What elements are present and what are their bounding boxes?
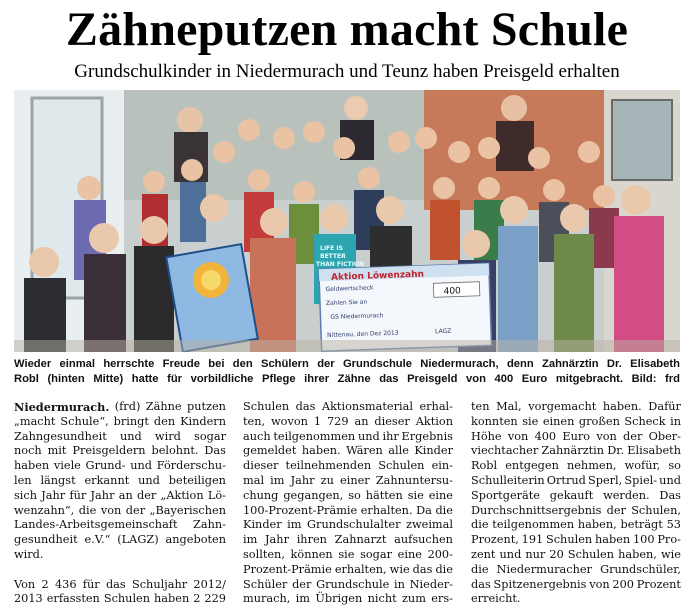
article-line: noch mit Preisgeldern belohnt. Das [14,444,226,458]
article-line: sich Jahr für Jahr an der „Aktion Lö- [14,488,226,502]
caption-word: Mitte) [93,373,124,385]
article-line: konnten sie einen großen Scheck in [471,414,681,428]
article-line: auch teilgenommen und ihr Ergebnis [243,429,453,443]
headline: Zähneputzen macht Schule [65,3,629,56]
article-line: Von 2 436 für das Schuljahr 2012/ [14,577,226,591]
caption-word: herrschte [103,358,155,370]
caption-word: Euro [521,373,548,385]
article-line: wird. [14,547,44,561]
article-line: ten Mal, vorgemacht haben. Dafür [471,400,681,413]
caption-word: Bild: [631,373,657,385]
caption-word: (hinten [47,373,85,385]
caption-word: ihrer [304,373,330,385]
dateline: Niedermurach. [14,400,110,414]
subheadline: Grundschulkinder in Niedermurach und Teunz haben Preisgeld erhalten [74,61,620,82]
caption-word: der [317,358,335,370]
article-line: Kinder im Grundschulalter zweimal [243,518,453,532]
caption-line-2 [14,372,680,387]
cheque-line-3: GS Niedermurach [330,312,384,321]
article-line: erreicht. [471,592,521,606]
article-line: Zahngesundheit und wird sogar [14,429,226,443]
article-line: zent und nur 20 Schulen haben, wie [471,547,681,561]
article-line: „macht Schule“, bringt den Kindern [14,414,226,428]
photo-caption [14,357,680,387]
article-line: Niedermurach. (frd) Zähne putzen [14,400,226,414]
caption-word: Zähne [337,373,371,385]
article-line: gemeldet haben. Wären alle Kinder [243,444,453,458]
article-line: Schüler der Grundschule in Nieder- [243,577,453,591]
article-line: das Spitzenergebnis von 200 Prozent [471,577,681,591]
article-line: die teilgenommen haben, beträgt 53 [471,518,681,532]
caption-word: Zahnärztin [542,358,599,370]
article-column-1 [14,400,226,607]
article-column-2 [243,400,453,607]
article-line: Schulleiterin Ortrud Sperl, Spiel- und [471,473,681,487]
caption-word: Niedermurach, [420,358,499,370]
article-line: Prozent, 191 Schulen haben 100 Pro- [471,533,681,547]
caption-word: bei [208,358,225,370]
article-line: Prozent-Prämie erhalten, wie das die [243,562,453,576]
article-line: 2013 erfassten Schulen haben 2 229 [14,592,226,606]
caption-word: vorbildliche [190,373,254,385]
caption-word: hatte [131,373,159,385]
shirt-text-3: THAN FICTION [316,261,365,268]
caption-word: für [167,373,183,385]
cheque-banner: Aktion Löwenzahn [330,269,425,283]
article-line: Robl entgegen nehmen, wofür, so [471,459,681,473]
article-line: 100-Prozent-Prämie erhalten. Da die [243,503,453,517]
article-line: die Niedermuracher Grundschüler, [471,562,681,576]
cheque-line-5: LAGZ [434,327,452,336]
article-line: Höhe von 400 Euro von der Ober- [471,429,681,443]
caption-word: denn [506,358,534,370]
caption-word: mitgebracht. [555,373,623,385]
caption-word: den [232,358,253,370]
caption-word: das [379,373,399,385]
article-column-3 [471,400,681,607]
article-line: Landes-Arbeitsgemeinschaft Zahn- [14,518,226,532]
article-line: wenzahn“, die von der „Bayerischen [14,503,226,517]
article-line: haben viele Grund- und Förderschu- [14,459,226,473]
caption-word: 400 [494,373,514,385]
caption-word: Freude [162,358,200,370]
caption-word: Robl [14,373,39,385]
article-line: len längst erkannt und beteiligen [14,473,226,487]
article-line: viechtacher Zahnärztin Dr. Elisabeth [471,444,681,458]
caption-word: Wieder [14,358,52,370]
caption-word: frd [665,373,680,385]
caption-word: Grundschule [342,358,412,370]
caption-word: einmal [59,358,95,370]
shirt-text-1: LIFE IS [320,245,343,252]
caption-word: Dr. [606,358,622,370]
caption-word: Preisgeld [407,373,458,385]
article-line: ten, wovon 1 729 an dieser Aktion [243,414,453,428]
article-line: sollten, können sie sogar eine 200- [243,547,453,561]
caption-line-1 [14,357,680,372]
cheque-line-1: Geldwertscheck [325,284,374,294]
article-line: murach, im Übrigen nicht zum ers- [243,592,453,606]
caption-word: Elisabeth [630,358,680,370]
cheque-line-4: Nittenau, den Dez 2013 [326,329,399,340]
group-photo [14,90,680,352]
article-line: dieser teilnehmenden Schulen ein- [243,459,453,473]
caption-word: von [466,373,486,385]
article-line: Schulen das Aktionsmaterial erhal- [243,400,453,413]
article-line: mal im Jahr zu einer Zahnuntersu- [243,473,453,487]
article-line: im Jahr ihren Zahnarzt aufsuchen [243,533,453,547]
article-line: Durchschnittsergebnis der Schulen, [471,503,681,517]
article-line: Sportgeräte gekauft werden. Das [471,488,681,502]
caption-word: Pflege [262,373,296,385]
article-line: gesundheit e.V.“ (LAGZ) angeboten [14,533,226,547]
article-line: chung gegangen, so hätten sie eine [243,488,453,502]
cheque-line-2: Zahlen Sie an [325,298,368,308]
cheque-amount: 400 [443,286,462,297]
shirt-text-2: BETTER [320,253,346,260]
caption-word: Schülern [261,358,309,370]
